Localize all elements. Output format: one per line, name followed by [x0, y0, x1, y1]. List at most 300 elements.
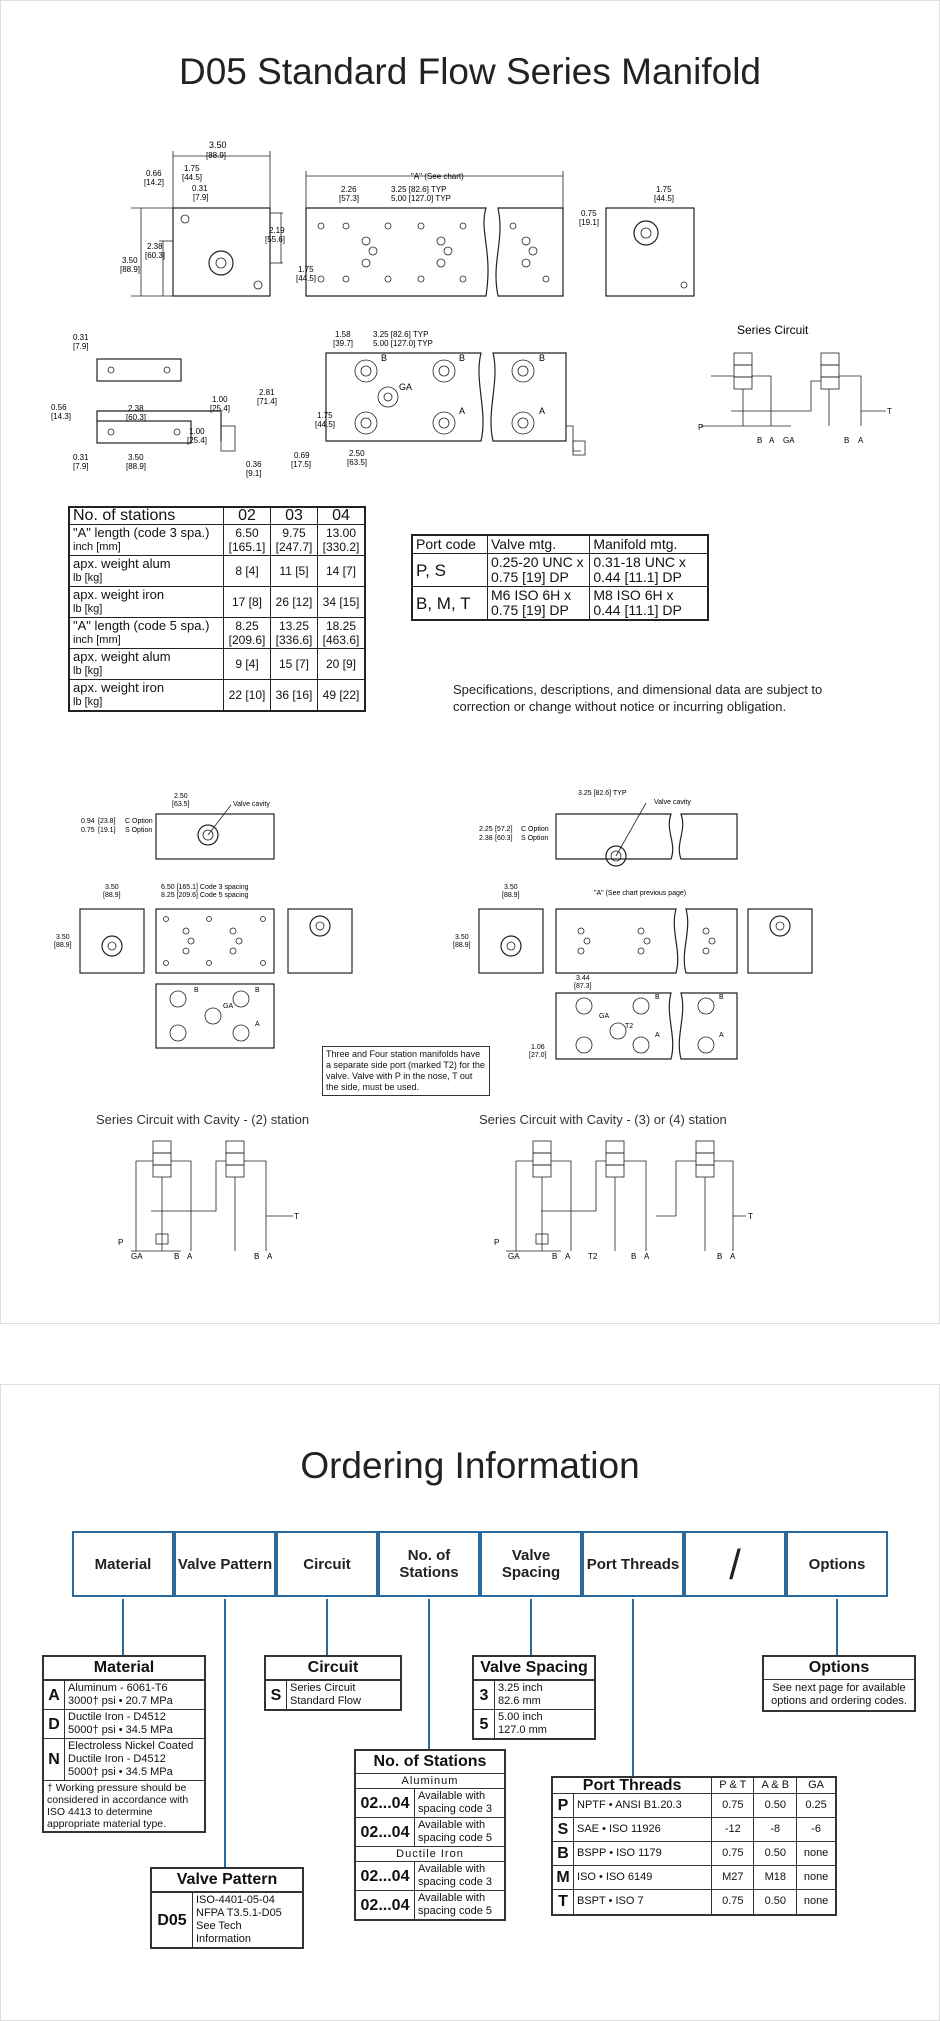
- valve-pattern-box: [150, 1867, 304, 1949]
- stations-title: No. of Stations: [356, 1751, 504, 1774]
- ordering-code-header: [72, 1531, 888, 1599]
- dim-label: [63.5]: [347, 458, 368, 467]
- material-box: [42, 1655, 206, 1833]
- dim-label: 1.75: [656, 185, 672, 194]
- table-cell: 13.00 [330.2]: [318, 525, 366, 556]
- list-item: [356, 1862, 504, 1891]
- table-cell: 0.75: [712, 1794, 754, 1818]
- table-row: [412, 587, 708, 621]
- port-label: P: [698, 423, 704, 432]
- port-label: B: [254, 1252, 260, 1261]
- header-cell-options: Options: [786, 1531, 888, 1597]
- dim-label: 0.36: [246, 460, 262, 469]
- option-code: 02...04: [356, 1891, 415, 1920]
- dim-label: 2.38: [128, 404, 144, 413]
- table-cell: 15 [7]: [271, 649, 318, 680]
- port-code-table: [411, 534, 709, 621]
- table-cell: 0.25-20 UNC x 0.75 [19] DP: [488, 554, 590, 587]
- thread-name: NPTF • ANSI B1.20.3: [574, 1794, 712, 1818]
- table-header-cell: No. of stations: [69, 507, 224, 525]
- dim-label: 3.50: [105, 884, 119, 891]
- port-label: A: [655, 1032, 660, 1039]
- port-label: T2: [588, 1252, 598, 1261]
- option-line: Standard Flow: [290, 1695, 361, 1707]
- option-line: ISO-4401-05-04: [196, 1894, 275, 1906]
- dim-label: 3.50: [209, 140, 227, 150]
- stations-box: [354, 1749, 506, 1921]
- table-cell: none: [797, 1842, 835, 1866]
- connector-line: [224, 1599, 226, 1869]
- table-row: [412, 554, 708, 587]
- disclaimer-text: Specifications, descriptions, and dimensional data are subject to correction or change without notice or incurring obligation.: [453, 682, 823, 714]
- table-cell: -12: [712, 1818, 754, 1842]
- dim-label: [57.3]: [339, 194, 360, 203]
- row-label: apx. weight alum: [73, 556, 171, 571]
- table-cell: 8 [4]: [224, 556, 271, 587]
- dim-label: [88.9]: [103, 892, 121, 899]
- thread-name: SAE • ISO 11926: [574, 1818, 712, 1842]
- table-cell: 0.75: [712, 1890, 754, 1914]
- table-row: [553, 1890, 835, 1914]
- table-cell: 36 [16]: [271, 680, 318, 712]
- port-label: B: [552, 1252, 558, 1261]
- dim-label: C Option: [125, 818, 153, 825]
- option-line: 5.00 inch: [498, 1711, 543, 1723]
- valve-spacing-box: [472, 1655, 596, 1740]
- row-unit: lb [kg]: [73, 603, 103, 615]
- port-label: B: [539, 353, 546, 363]
- option-code: P: [553, 1794, 574, 1818]
- connector-line: [428, 1599, 430, 1751]
- callout-label: Valve cavity: [233, 801, 270, 808]
- option-line: Available with: [418, 1819, 486, 1831]
- dim-label: [27.0]: [529, 1052, 547, 1059]
- dim-label: [25.4]: [187, 436, 208, 445]
- option-code: 3: [474, 1681, 495, 1710]
- list-item: [356, 1789, 504, 1818]
- list-item: [474, 1710, 594, 1739]
- option-code: S: [266, 1681, 287, 1710]
- header-cell-valve-pattern: Valve Pattern: [174, 1531, 276, 1597]
- column-header: P & T: [712, 1778, 754, 1794]
- row-label: apx. weight iron: [73, 680, 165, 695]
- column-header: GA: [797, 1778, 835, 1794]
- port-label: B: [655, 994, 660, 1001]
- list-item: [356, 1891, 504, 1920]
- dim-label: 0.66: [146, 169, 162, 178]
- option-code: D05: [152, 1893, 193, 1948]
- table-cell: 0.25: [797, 1794, 835, 1818]
- table-row: [69, 587, 365, 618]
- port-label: A: [255, 1021, 260, 1028]
- valve-pattern-title: Valve Pattern: [152, 1869, 302, 1892]
- option-code: M: [553, 1866, 574, 1890]
- stations-table: [68, 506, 366, 712]
- dim-label: [39.7]: [333, 339, 354, 348]
- table-cell: P, S: [412, 554, 488, 587]
- dim-label: 1.06: [531, 1044, 545, 1051]
- option-line: Series Circuit: [290, 1682, 356, 1694]
- dim-label: 1.58: [335, 330, 351, 339]
- table-header-cell: Manifold mtg.: [590, 535, 708, 554]
- port-label: T: [887, 407, 892, 416]
- port-label: A: [858, 436, 864, 445]
- option-line: spacing code 5: [418, 1832, 492, 1844]
- table-cell: M6 ISO 6H x 0.75 [19] DP: [488, 587, 590, 621]
- dim-label: 0.75: [581, 209, 597, 218]
- dim-label: [88.9]: [502, 892, 520, 899]
- row-label: "A" length (code 5 spa.): [73, 618, 210, 633]
- header-cell-stations: No. of Stations: [378, 1531, 480, 1597]
- option-code: 5: [474, 1710, 495, 1739]
- table-cell: 0.50: [754, 1890, 797, 1914]
- dim-label: 3.25 [82.6] TYP: [578, 790, 627, 797]
- dim-label: 3.50: [122, 256, 138, 265]
- section-label: Ductile Iron: [356, 1846, 504, 1861]
- dim-label: [9.1]: [246, 469, 262, 478]
- column-header: A & B: [754, 1778, 797, 1794]
- option-line: Electroless Nickel Coated: [68, 1740, 194, 1752]
- dim-label: [7.9]: [73, 342, 89, 351]
- dim-label: [14.2]: [144, 178, 165, 187]
- dim-label: 1.00: [212, 395, 228, 404]
- port-label: A: [730, 1252, 736, 1261]
- table-cell: M18: [754, 1866, 797, 1890]
- option-code: A: [44, 1681, 65, 1710]
- dim-label: 2.26: [341, 185, 357, 194]
- dim-label: 3.50: [455, 934, 469, 941]
- dim-label: "A" (See chart previous page): [594, 890, 687, 897]
- port-label: B: [631, 1252, 637, 1261]
- table-cell: 9 [4]: [224, 649, 271, 680]
- dim-label: [60.3]: [495, 835, 513, 842]
- port-label: A: [539, 406, 546, 416]
- port-label: A: [769, 436, 775, 445]
- table-header-cell: Port code: [412, 535, 488, 554]
- table-cell: M8 ISO 6H x 0.44 [11.1] DP: [590, 587, 708, 621]
- cavity-34-station-label: Series Circuit with Cavity - (3) or (4) station: [479, 1112, 727, 1127]
- table-cell: 0.50: [754, 1842, 797, 1866]
- list-item: [44, 1739, 204, 1781]
- dim-label: 2.25: [479, 826, 493, 833]
- port-label: GA: [783, 436, 795, 445]
- table-cell: 49 [22]: [318, 680, 366, 712]
- port-label: A: [187, 1252, 193, 1261]
- dim-label: [88.9]: [54, 942, 72, 949]
- port-label: T2: [625, 1023, 634, 1030]
- dim-label: 1.75: [298, 265, 314, 274]
- port-label: B: [844, 436, 850, 445]
- dim-label: 0.31: [73, 333, 89, 342]
- dim-label: 2.50: [174, 793, 188, 800]
- dim-label: 0.94: [81, 818, 95, 825]
- circuit-box: [264, 1655, 402, 1711]
- table-header-cell: 03: [271, 507, 318, 525]
- dim-label: 0.56: [51, 403, 67, 412]
- dim-label: [57.2]: [495, 826, 513, 833]
- dim-label: [44.5]: [296, 274, 317, 283]
- row-unit: inch [mm]: [73, 541, 121, 553]
- row-label: apx. weight iron: [73, 587, 165, 602]
- dim-label: 8.25 [209.6] Code 5 spacing: [161, 892, 249, 899]
- table-row: [553, 1842, 835, 1866]
- dim-label: 3.50: [504, 884, 518, 891]
- option-code: N: [44, 1739, 65, 1781]
- port-threads-box: [551, 1776, 837, 1916]
- header-cell-circuit: Circuit: [276, 1531, 378, 1597]
- port-label: GA: [399, 382, 413, 392]
- option-line: spacing code 3: [418, 1876, 492, 1888]
- dim-label: [88.9]: [206, 151, 227, 160]
- table-cell: 20 [9]: [318, 649, 366, 680]
- port-label: A: [459, 406, 466, 416]
- dim-label: 1.00: [189, 427, 205, 436]
- options-line: options and ordering codes.: [771, 1695, 907, 1707]
- option-line: 127.0 mm: [498, 1724, 547, 1736]
- table-cell: 0.31-18 UNC x 0.44 [11.1] DP: [590, 554, 708, 587]
- port-label: B: [255, 987, 260, 994]
- table-cell: M27: [712, 1866, 754, 1890]
- table-header-cell: Valve mtg.: [488, 535, 590, 554]
- option-line: Available with: [418, 1863, 486, 1875]
- dim-label: [25.4]: [210, 404, 231, 413]
- dim-label: 2.19: [269, 226, 285, 235]
- dim-label: 2.38: [147, 242, 163, 251]
- header-cell-separator: /: [684, 1531, 786, 1597]
- row-label: apx. weight alum: [73, 649, 171, 664]
- dim-label: [63.5]: [172, 801, 190, 808]
- dim-label: 1.75: [184, 164, 200, 173]
- dim-label: 0.31: [192, 184, 208, 193]
- table-row: [69, 649, 365, 680]
- dim-label: 6.50 [165.1] Code 3 spacing: [161, 884, 249, 891]
- option-code: 02...04: [356, 1818, 415, 1847]
- port-label: B: [194, 987, 199, 994]
- table-row: [553, 1794, 835, 1818]
- cavity-schematics: [1, 1131, 939, 1271]
- connector-line: [836, 1599, 838, 1655]
- top-view-drawings: [1, 1, 939, 478]
- table-cell: -8: [754, 1818, 797, 1842]
- port-label: A: [565, 1252, 571, 1261]
- table-cell: none: [797, 1866, 835, 1890]
- port-label: B: [717, 1252, 723, 1261]
- port-label: GA: [599, 1013, 610, 1020]
- dim-label: C Option: [521, 826, 549, 833]
- connector-line: [122, 1599, 124, 1655]
- option-line: 5000† psi • 34.5 MPa: [68, 1724, 173, 1736]
- option-line: Ductile Iron - D4512: [68, 1711, 166, 1723]
- option-line: Available with: [418, 1790, 486, 1802]
- table-row: [553, 1866, 835, 1890]
- option-line: spacing code 5: [418, 1905, 492, 1917]
- dim-label: [19.1]: [98, 827, 116, 834]
- table-cell: 18.25 [463.6]: [318, 618, 366, 649]
- row-label: "A" length (code 3 spa.): [73, 525, 210, 540]
- dim-label: [44.5]: [315, 420, 336, 429]
- dim-label: [87.3]: [574, 983, 592, 990]
- row-unit: inch [mm]: [73, 634, 121, 646]
- port-label: B: [381, 353, 388, 363]
- dim-label: [19.1]: [579, 218, 600, 227]
- table-cell: 6.50 [165.1]: [224, 525, 271, 556]
- cavity-2-station-label: Series Circuit with Cavity - (2) station: [96, 1112, 310, 1127]
- dim-label: [7.9]: [73, 462, 89, 471]
- option-code: T: [553, 1890, 574, 1914]
- list-item: [356, 1818, 504, 1847]
- options-line: See next page for available: [772, 1682, 906, 1694]
- series-circuit-label: Series Circuit: [737, 323, 809, 337]
- list-item: [44, 1710, 204, 1739]
- table-cell: 34 [15]: [318, 587, 366, 618]
- dim-label: [88.9]: [120, 265, 141, 274]
- table-cell: 0.75: [712, 1842, 754, 1866]
- ordering-title: Ordering Information: [300, 1445, 640, 1486]
- callout-label: Valve cavity: [654, 799, 691, 806]
- option-line: Available with: [418, 1892, 486, 1904]
- connector-line: [632, 1599, 634, 1777]
- option-code: 02...04: [356, 1862, 415, 1891]
- option-code: 02...04: [356, 1789, 415, 1818]
- row-unit: lb [kg]: [73, 665, 103, 677]
- row-unit: lb [kg]: [73, 696, 103, 708]
- option-line: See Tech Information: [196, 1920, 252, 1945]
- port-label: B: [719, 994, 724, 1001]
- port-label: GA: [223, 1003, 234, 1010]
- table-cell: 17 [8]: [224, 587, 271, 618]
- table-cell: 8.25 [209.6]: [224, 618, 271, 649]
- dim-label: [44.5]: [182, 173, 203, 182]
- option-line: NFPA T3.5.1-D05: [196, 1907, 282, 1919]
- port-label: B: [174, 1252, 180, 1261]
- port-label: P: [494, 1238, 500, 1247]
- dim-label: [7.9]: [193, 193, 209, 202]
- option-line: 3000† psi • 20.7 MPa: [68, 1695, 173, 1707]
- table-cell: B, M, T: [412, 587, 488, 621]
- list-item: [152, 1893, 302, 1948]
- dim-label: [71.4]: [257, 397, 278, 406]
- list-item: [266, 1681, 400, 1710]
- header-cell-port-threads: Port Threads: [582, 1531, 684, 1597]
- dim-label: 3.25 [82.6] TYP: [373, 330, 429, 339]
- table-cell: 0.50: [754, 1794, 797, 1818]
- option-code: S: [553, 1818, 574, 1842]
- table-cell: 11 [5]: [271, 556, 318, 587]
- option-line: 5000† psi • 34.5 MPa: [68, 1766, 173, 1778]
- thread-name: ISO • ISO 6149: [574, 1866, 712, 1890]
- dim-label: [44.5]: [654, 194, 675, 203]
- header-cell-valve-spacing: Valve Spacing: [480, 1531, 582, 1597]
- connector-line: [326, 1599, 328, 1655]
- options-title: Options: [764, 1657, 914, 1680]
- dim-label: [17.5]: [291, 460, 312, 469]
- list-item: [44, 1681, 204, 1710]
- dim-label: 1.75: [317, 411, 333, 420]
- port-label: A: [267, 1252, 273, 1261]
- option-line: Aluminum - 6061-T6: [68, 1682, 168, 1694]
- dim-label: [60.3]: [145, 251, 166, 260]
- page-title: D05 Standard Flow Series Manifold: [178, 51, 761, 92]
- table-cell: 26 [12]: [271, 587, 318, 618]
- dim-label: "A" (See chart): [411, 172, 464, 181]
- table-cell: 22 [10]: [224, 680, 271, 712]
- material-title: Material: [44, 1657, 204, 1680]
- row-unit: lb [kg]: [73, 572, 103, 584]
- table-row: [69, 525, 365, 556]
- options-box: [762, 1655, 916, 1712]
- table-row: [69, 556, 365, 587]
- option-code: D: [44, 1710, 65, 1739]
- table-row: [69, 618, 365, 649]
- table-cell: -6: [797, 1818, 835, 1842]
- dim-label: 5.00 [127.0] TYP: [373, 339, 433, 348]
- dim-label: S Option: [521, 835, 549, 842]
- port-threads-title: Port Threads: [582, 1777, 682, 1794]
- port-label: A: [719, 1032, 724, 1039]
- dim-label: S Option: [125, 827, 153, 834]
- dim-label: 2.38: [479, 835, 493, 842]
- dim-label: 0.69: [294, 451, 310, 460]
- circuit-title: Circuit: [266, 1657, 400, 1680]
- port-label: A: [644, 1252, 650, 1261]
- table-cell: 13.25 [336.6]: [271, 618, 318, 649]
- port-label: B: [459, 353, 466, 363]
- dim-label: 2.81: [259, 388, 275, 397]
- dim-label: [55.6]: [265, 235, 286, 244]
- option-line: Ductile Iron - D4512: [68, 1753, 166, 1765]
- valve-spacing-title: Valve Spacing: [474, 1657, 594, 1680]
- table-cell: 14 [7]: [318, 556, 366, 587]
- option-line: 82.6 mm: [498, 1695, 541, 1707]
- dim-label: 3.50: [56, 934, 70, 941]
- option-line: spacing code 3: [418, 1803, 492, 1815]
- section-label: Aluminum: [401, 1775, 459, 1787]
- port-label: T: [748, 1212, 753, 1221]
- table-cell: 9.75 [247.7]: [271, 525, 318, 556]
- dim-label: [60.3]: [126, 413, 147, 422]
- connector-line: [530, 1599, 532, 1655]
- thread-name: BSPT • ISO 7: [574, 1890, 712, 1914]
- port-label: GA: [131, 1252, 143, 1261]
- dim-label: 0.75: [81, 827, 95, 834]
- t2-note: Three and Four station manifolds have a separate side port (marked T2) for the valve. Valve with P in the nose, T out the side, must be used.: [322, 1046, 490, 1096]
- table-header-cell: 04: [318, 507, 366, 525]
- dim-label: 2.50: [349, 449, 365, 458]
- dim-label: [88.9]: [453, 942, 471, 949]
- material-footnote: † Working pressure should be considered in accordance with ISO 4413 to determine appropriate material type.: [44, 1781, 204, 1832]
- dim-label: 3.44: [576, 975, 590, 982]
- dim-label: 3.50: [128, 453, 144, 462]
- list-item: [474, 1681, 594, 1710]
- dim-label: 5.00 [127.0] TYP: [391, 194, 451, 203]
- option-code: B: [553, 1842, 574, 1866]
- port-label: T: [294, 1212, 299, 1221]
- thread-name: BSPP • ISO 1179: [574, 1842, 712, 1866]
- port-label: P: [118, 1238, 124, 1247]
- header-cell-material: Material: [72, 1531, 174, 1597]
- dim-label: [88.9]: [126, 462, 147, 471]
- table-row: [553, 1818, 835, 1842]
- dim-label: [23.8]: [98, 818, 116, 825]
- port-label: B: [757, 436, 763, 445]
- table-header-cell: 02: [224, 507, 271, 525]
- dim-label: 0.31: [73, 453, 89, 462]
- port-label: GA: [508, 1252, 520, 1261]
- table-cell: none: [797, 1890, 835, 1914]
- table-row: [69, 680, 365, 712]
- dim-label: [14.3]: [51, 412, 72, 421]
- dim-label: 3.25 [82.6] TYP: [391, 185, 447, 194]
